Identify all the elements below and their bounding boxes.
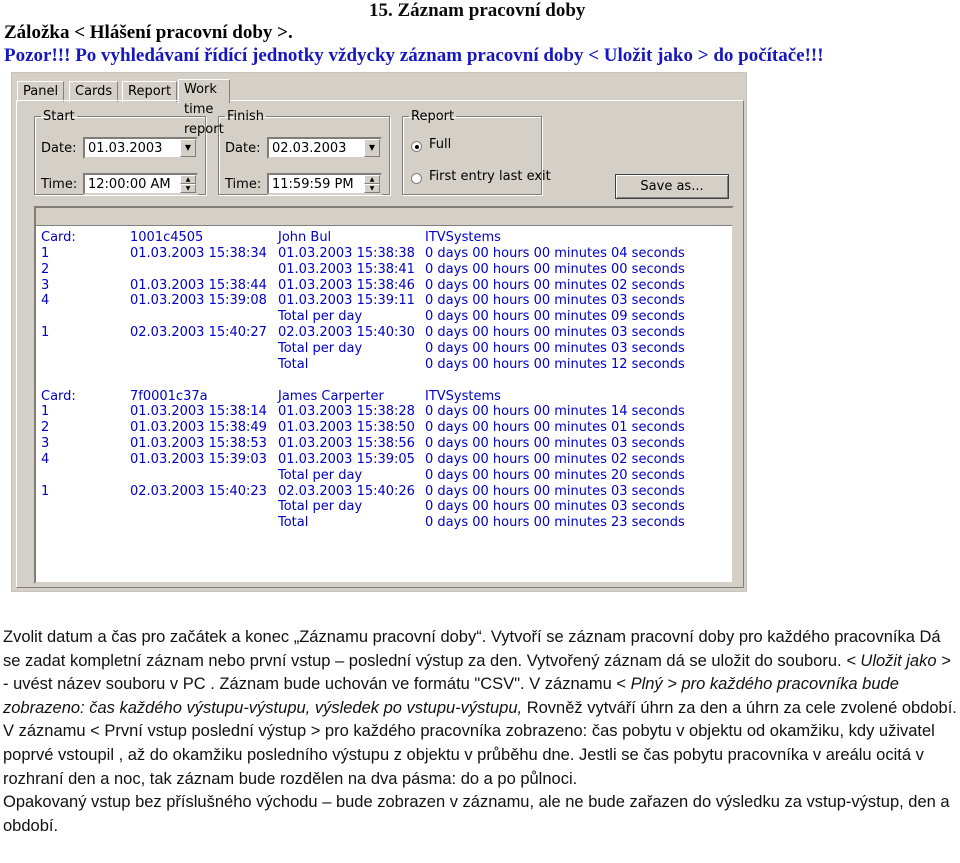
report-row [36, 293, 732, 309]
desc-part-e: Rovněž vytváří úhrn za den a úhrn za cele zvolené období. V záznamu < První vstup poslední výstup > pro každého pracovníka zobrazeno: čas pobytu v objektu od okamžiku, kdy uživatel poprvé vstoupil , až do okamžiku posledního výstupu z objektu v průběhu dne. Jestli se čas pobytu pracovníka v areálu ocitá v rozhraní den a noc, tak záznam bude rozdělen na dva pásma: do a po půlnoci. [3, 698, 957, 788]
row-exit: Total per day [278, 499, 363, 515]
report-row [36, 325, 732, 341]
report-row [36, 404, 732, 420]
report-row [36, 436, 732, 452]
row-exit: James Carperter [278, 388, 384, 404]
row-exit: 01.03.2003 15:38:41 [278, 261, 415, 277]
finish-time-value: 11:59:59 PM [272, 177, 354, 192]
desc-part-a: Zvolit datum a čas pro začátek a konec „Záznamu pracovní doby“. Vytvoří se záznam pracovní doby pro každého pracovníka Dá se zadat kompletní záznam nebo první vstup – poslední výstup za den. Vytvořený záznam dá se uložit do souboru. [3, 628, 941, 670]
row-entry: 01.03.2003 15:38:34 [130, 245, 267, 261]
row-duration: 0 days 00 hours 00 minutes 12 seconds [425, 356, 685, 372]
row-duration: 0 days 00 hours 00 minutes 03 seconds [425, 293, 685, 309]
row-entry: 02.03.2003 15:40:27 [130, 325, 267, 341]
start-time-spinner[interactable] [83, 173, 198, 195]
warning-text: Pozor!!! Po vyhledávaní řídící jednotky vždycky záznam pracovní doby < Uložit jako > do počítače!!! [4, 45, 824, 66]
description-paragraph-2: Opakovaný vstup bez příslušného východu – bude zobrazen v záznamu, ale ne bude zařazen do výsledku za vstup-výstup, den a období. [3, 793, 950, 835]
report-row [36, 278, 732, 294]
report-row [36, 499, 732, 515]
report-row [36, 309, 732, 325]
row-entry: 1001c4505 [130, 230, 204, 245]
spin-up-icon[interactable]: ▲ [180, 175, 196, 184]
row-exit: Total per day [278, 309, 363, 325]
work-time-report-dialog [12, 73, 746, 591]
start-date-value: 01.03.2003 [88, 141, 163, 156]
finish-date-combo[interactable] [267, 137, 382, 159]
row-duration: 0 days 00 hours 00 minutes 23 seconds [425, 515, 685, 531]
row-exit: 01.03.2003 15:38:38 [278, 245, 415, 261]
report-row [36, 389, 732, 405]
row-exit: Total [278, 515, 309, 531]
row-exit: 01.03.2003 15:38:50 [278, 420, 415, 436]
row-duration: 0 days 00 hours 00 minutes 03 seconds [425, 483, 685, 499]
tab-instruction: Záložka < Hlášení pracovní doby >. [4, 22, 293, 43]
report-row [36, 341, 732, 357]
row-id: Card: [41, 230, 76, 245]
row-duration: 0 days 00 hours 00 minutes 03 seconds [425, 340, 685, 356]
row-exit: Total [278, 356, 309, 372]
row-entry: 01.03.2003 15:38:14 [130, 404, 267, 420]
row-exit: 01.03.2003 15:38:28 [278, 404, 415, 420]
chevron-down-icon[interactable]: ▼ [180, 139, 196, 157]
row-exit: 01.03.2003 15:39:05 [278, 451, 415, 467]
row-duration: 0 days 00 hours 00 minutes 02 seconds [425, 451, 685, 467]
row-id: 3 [41, 277, 50, 293]
report-row [36, 230, 732, 246]
desc-full-report: Plný > pro každého pracovníka bude zobrazeno: čas každého výstupu-výstupu, výsledek po vstupu-výstupu, [3, 675, 899, 717]
finish-date-value: 02.03.2003 [272, 141, 347, 156]
description-paragraph-1 [3, 626, 958, 791]
report-legend: Report [411, 109, 455, 124]
row-duration: ITVSystems [425, 388, 501, 404]
spin-down-icon[interactable]: ▼ [364, 184, 380, 193]
row-entry: 7f0001c37a [130, 388, 208, 404]
row-duration: 0 days 00 hours 00 minutes 14 seconds [425, 404, 685, 420]
row-id: 4 [41, 451, 50, 467]
report-header-bar [36, 208, 732, 226]
report-row [36, 468, 732, 484]
page-title: 15. Záznam pracovní doby [369, 0, 586, 21]
spin-up-icon[interactable]: ▲ [364, 175, 380, 184]
row-exit: 02.03.2003 15:40:30 [278, 325, 415, 341]
row-entry: 01.03.2003 15:38:49 [130, 420, 267, 436]
row-duration: 0 days 00 hours 00 minutes 02 seconds [425, 277, 685, 293]
radio-full[interactable] [411, 141, 422, 152]
start-legend: Start [43, 109, 75, 124]
row-id: 2 [41, 420, 50, 436]
row-id: Card: [41, 388, 76, 404]
finish-time-label: Time: [225, 177, 262, 192]
row-id: 1 [41, 404, 50, 420]
radio-first-entry-label[interactable]: First entry last exit [429, 169, 551, 184]
start-time-value: 12:00:00 AM [88, 177, 171, 192]
row-id: 1 [41, 245, 50, 261]
save-as-button[interactable]: Save as... [615, 174, 729, 199]
row-exit: 02.03.2003 15:40:26 [278, 483, 415, 499]
description [3, 626, 958, 838]
tab-work-time-report[interactable]: Work time report [178, 79, 230, 103]
start-date-combo[interactable] [83, 137, 198, 159]
row-id: 1 [41, 325, 50, 341]
report-row [36, 452, 732, 468]
row-duration: 0 days 00 hours 00 minutes 09 seconds [425, 309, 685, 325]
row-duration: 0 days 00 hours 00 minutes 20 seconds [425, 467, 685, 483]
tab-cards[interactable]: Cards [69, 81, 118, 102]
tab-content [16, 100, 744, 588]
row-duration: ITVSystems [425, 230, 501, 245]
row-entry: 02.03.2003 15:40:23 [130, 483, 267, 499]
row-id: 3 [41, 436, 50, 452]
row-id: 4 [41, 293, 50, 309]
spin-down-icon[interactable]: ▼ [180, 184, 196, 193]
row-duration: 0 days 00 hours 00 minutes 01 seconds [425, 420, 685, 436]
row-exit: 01.03.2003 15:38:56 [278, 436, 415, 452]
report-row [36, 246, 732, 262]
row-entry: 01.03.2003 15:38:44 [130, 277, 267, 293]
finish-date-label: Date: [225, 141, 261, 156]
row-duration: 0 days 00 hours 00 minutes 04 seconds [425, 245, 685, 261]
row-duration: 0 days 00 hours 00 minutes 03 seconds [425, 499, 685, 515]
chevron-down-icon[interactable]: ▼ [364, 139, 380, 157]
report-listing[interactable] [34, 206, 734, 584]
report-row [36, 515, 732, 531]
row-exit: 01.03.2003 15:39:11 [278, 293, 415, 309]
report-row [36, 262, 732, 278]
report-row [36, 373, 732, 389]
start-time-label: Time: [41, 177, 78, 192]
report-row [36, 420, 732, 436]
tab-report[interactable]: Report [122, 81, 177, 102]
row-duration: 0 days 00 hours 00 minutes 03 seconds [425, 436, 685, 452]
finish-legend: Finish [227, 109, 265, 124]
row-exit: 01.03.2003 15:38:46 [278, 277, 415, 293]
row-duration: 0 days 00 hours 00 minutes 03 seconds [425, 325, 685, 341]
desc-save-as: < Uložit jako > [846, 651, 951, 670]
desc-part-c: - uvést název souboru v PC . Záznam bude uchován ve formátu "CSV". V záznamu < [3, 675, 631, 694]
tab-panel[interactable]: Panel [17, 81, 64, 102]
start-date-label: Date: [41, 141, 77, 156]
row-exit: John Bul [278, 230, 332, 245]
report-row [36, 484, 732, 500]
row-duration: 0 days 00 hours 00 minutes 00 seconds [425, 261, 685, 277]
radio-full-label[interactable]: Full [429, 137, 452, 152]
row-id: 2 [41, 261, 50, 277]
row-entry: 01.03.2003 15:39:08 [130, 293, 267, 309]
report-row [36, 357, 732, 373]
row-exit: Total per day [278, 467, 363, 483]
radio-first-entry-last-exit[interactable] [411, 173, 422, 184]
finish-time-spinner[interactable] [267, 173, 382, 195]
row-entry: 01.03.2003 15:39:03 [130, 451, 267, 467]
row-exit: Total per day [278, 340, 363, 356]
row-id: 1 [41, 483, 50, 499]
row-entry: 01.03.2003 15:38:53 [130, 436, 267, 452]
